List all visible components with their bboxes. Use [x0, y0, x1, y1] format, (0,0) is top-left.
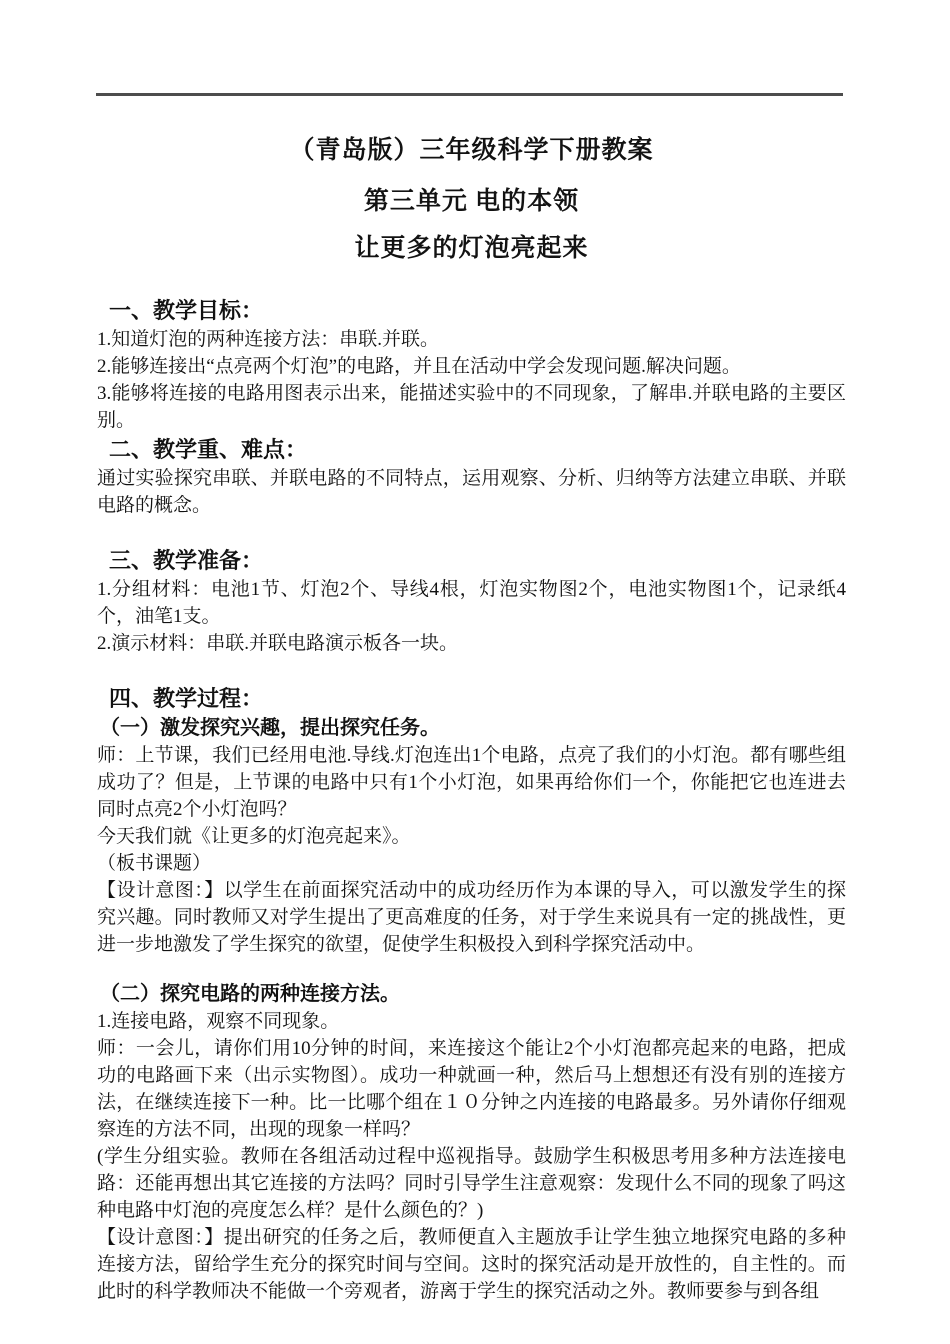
section-heading-goals: 一、教学目标：: [109, 298, 264, 323]
process-part2-heading: （二）探究电路的两种连接方法。: [100, 983, 400, 1005]
part1-lead-in: 今天我们就《让更多的灯泡亮起来》。: [97, 826, 411, 847]
part1-board-note: （板书课题）: [97, 853, 212, 874]
goal-item-3: 3.能够将连接的电路用图表示出来，能描述实验中的不同现象，了解串.并联电路的主要区别。: [97, 383, 846, 431]
design-intent-label-1: 【设计意图：】: [97, 880, 224, 901]
goal-item-2: 2.能够连接出“点亮两个灯泡”的电路，并且在活动中学会发现问题.解决问题。: [97, 356, 741, 377]
part2-design-intent: [97, 1224, 846, 1305]
unit-title: 第三单元 电的本领: [363, 188, 580, 215]
design-intent-text-1: 以学生在前面探究活动中的成功经历作为本课的导入，可以激发学生的探究兴趣。同时教师又对学生提出了更高难度的任务，对于学生来说具有一定的挑战性，更进一步地激发了学生探究的欲望，促使学生积极投入到科学探究活动中。: [97, 880, 846, 955]
header-divider: [96, 93, 843, 96]
preparation-item-2: 2.演示材料：串联.并联电路演示板各一块。: [97, 633, 459, 654]
key-points-text: 通过实验探究串联、并联电路的不同特点，运用观察、分析、归纳等方法建立串联、并联电路的概念。: [97, 468, 846, 516]
document-title: （青岛版）三年级科学下册教案: [289, 137, 654, 164]
part2-teacher-talk: 师：一会儿，请你们用10分钟的时间，来连接这个能让2个小灯泡都亮起来的电路，把成功的电路画下来（出示实物图）。成功一种就画一种，然后马上想想还有没有别的连接方法，在继续连接下一种。比一比哪个组在１０分钟之内连接的电路最多。另外请你仔细观察连的方法不同，出现的现象一样吗？: [97, 1038, 846, 1140]
design-intent-text-2: 提出研究的任务之后，教师便直入主题放手让学生独立地探究电路的多种连接方法，留给学生充分的探究时间与空间。这时的探究活动是开放性的，自主性的。而此时的科学教师决不能做一个旁观者，游离于学生的探究活动之外。教师要参与到各组: [97, 1227, 846, 1302]
part1-design-intent: [97, 877, 846, 958]
design-intent-label-2: 【设计意图：】: [97, 1227, 224, 1248]
lesson-title: 让更多的灯泡亮起来: [354, 235, 589, 262]
section-heading-preparation: 三、教学准备：: [109, 548, 264, 573]
document-body: [97, 295, 846, 1305]
preparation-item-1: 1.分组材料：电池1节、灯泡2个、导线4根，灯泡实物图2个，电池实物图1个，记录纸4个，油笔1支。: [97, 579, 846, 627]
part1-teacher-talk: 师：上节课，我们已经用电池.导线.灯泡连出1个电路，点亮了我们的小灯泡。都有哪些组成功了？但是，上节课的电路中只有1个小灯泡，如果再给你们一个，你能把它也连进去同时点亮2个小灯泡吗？: [97, 745, 846, 820]
part2-activity-note: (学生分组实验。教师在各组活动过程中巡视指导。鼓励学生积极思考用多种方法连接电路：还能再想出其它连接的方法吗？同时引导学生注意观察：发现什么不同的现象了吗这种电路中灯泡的亮度怎么样？是什么颜色的？): [97, 1146, 846, 1221]
section-heading-key-points: 二、教学重、难点：: [109, 437, 308, 462]
part2-step1: 1.连接电路，观察不同现象。: [97, 1011, 340, 1032]
section-heading-process: 四、教学过程：: [109, 686, 264, 711]
goal-item-1: 1.知道灯泡的两种连接方法：串联.并联。: [97, 329, 440, 350]
process-part1-heading: （一）激发探究兴趣，提出探究任务。: [100, 717, 440, 739]
